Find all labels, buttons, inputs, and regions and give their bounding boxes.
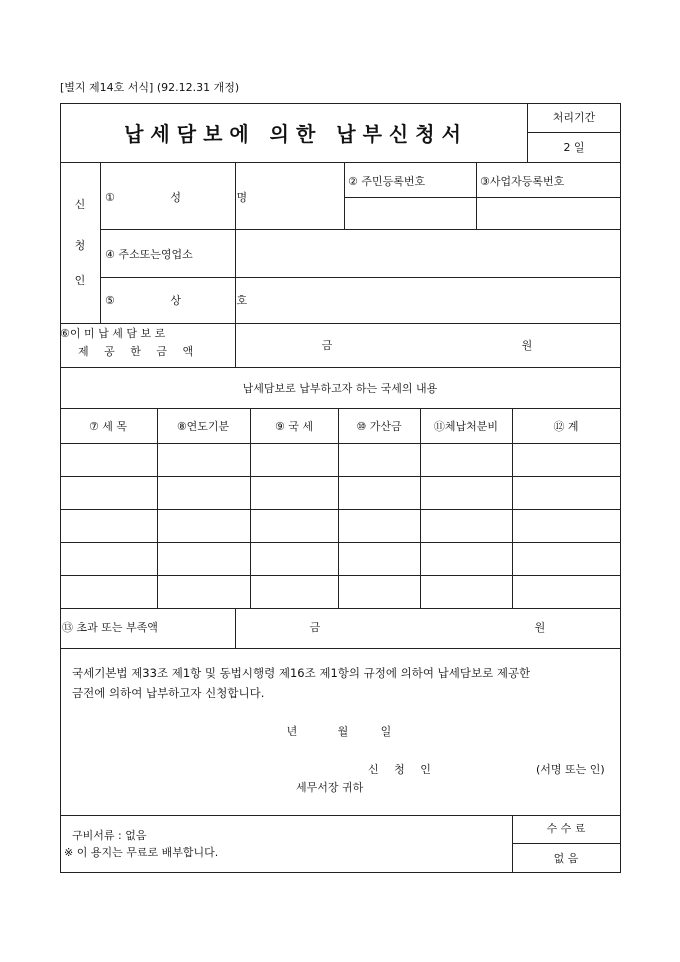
header-disposition-fee: ⑪체납처분비 — [433, 420, 499, 433]
tax-table-cell[interactable] — [513, 576, 620, 607]
tax-table-cell[interactable] — [61, 444, 157, 475]
tax-table-cell[interactable] — [421, 576, 512, 607]
tax-table-cell[interactable] — [61, 543, 157, 574]
business-number-field[interactable] — [477, 198, 619, 229]
divider — [235, 608, 236, 649]
tax-table-cell[interactable] — [61, 477, 157, 508]
form-title: 납세담보에 의한 납부신청서 — [124, 122, 468, 146]
applicant-sign-label: 신 청 인 — [368, 763, 437, 776]
date-month-label: 월 — [337, 725, 349, 738]
header-tax-item: ⑦ 세 목 — [88, 420, 128, 433]
tax-table-cell[interactable] — [158, 510, 250, 541]
applicant-side-label-3: 인 — [74, 274, 86, 287]
provided-amount-prefix: 금 — [321, 339, 333, 352]
divider — [60, 367, 621, 368]
tax-table-cell[interactable] — [421, 510, 512, 541]
tax-table-cell[interactable] — [251, 576, 338, 607]
applicant-side-label-2: 청 — [74, 239, 86, 252]
divider — [512, 815, 513, 873]
address-field[interactable] — [236, 230, 619, 276]
statement-line-2: 금전에 의하여 납부하고자 신청합니다. — [72, 686, 265, 700]
name-label: ① 성 명 — [105, 191, 274, 204]
provided-amount-label-1: ⑥이 미 납 세 담 보 로 — [60, 327, 166, 340]
trade-name-field[interactable] — [236, 278, 619, 322]
applicant-side-label-1: 신 — [74, 198, 86, 211]
divider — [60, 648, 621, 649]
header-year: ⑧연도기분 — [176, 420, 230, 433]
tax-table-cell[interactable] — [513, 444, 620, 475]
border-bottom — [60, 872, 621, 873]
tax-table-cell[interactable] — [339, 477, 420, 508]
trade-name-label: ⑤ 상 호 — [105, 294, 274, 307]
date-day-label: 일 — [380, 725, 392, 738]
divider — [60, 323, 621, 324]
tax-table-cell[interactable] — [251, 444, 338, 475]
tax-table-cell[interactable] — [513, 543, 620, 574]
signature-field[interactable]: (서명 또는 인) — [536, 763, 605, 776]
tax-table-cell[interactable] — [339, 543, 420, 574]
address-label: ④ 주소또는영업소 — [105, 248, 193, 261]
tax-table-cell[interactable] — [339, 510, 420, 541]
tax-table-cell[interactable] — [158, 543, 250, 574]
processing-period-label: 처리기간 — [552, 111, 596, 124]
divider — [60, 815, 621, 816]
free-form-notice: ※ 이 용지는 무료로 배부합니다. — [64, 846, 219, 859]
header-national-tax: ⑨ 국 세 — [274, 420, 314, 433]
tax-table-cell[interactable] — [513, 510, 620, 541]
tax-table-cell[interactable] — [251, 477, 338, 508]
tax-table-cell[interactable] — [61, 510, 157, 541]
tax-table-cell[interactable] — [61, 576, 157, 607]
required-documents: 구비서류 : 없음 — [72, 829, 147, 842]
tax-table-cell[interactable] — [421, 444, 512, 475]
tax-table-cell[interactable] — [513, 477, 620, 508]
name-field[interactable] — [236, 163, 343, 229]
tax-table-cell[interactable] — [421, 477, 512, 508]
header-total: ⑫ 계 — [553, 420, 579, 433]
tax-section-title: 납세담보로 납부하고자 하는 국세의 내용 — [242, 382, 438, 395]
divider — [527, 132, 620, 133]
provided-amount-label-2: 제 공 한 금 액 — [78, 345, 200, 358]
divider — [527, 103, 528, 163]
excess-amount-field[interactable] — [330, 611, 520, 646]
tax-table-cell[interactable] — [158, 444, 250, 475]
divider — [512, 843, 621, 844]
tax-table-cell[interactable] — [251, 543, 338, 574]
business-number-label: ③사업자등록번호 — [480, 175, 565, 188]
fee-label: 수 수 료 — [546, 822, 586, 835]
excess-amount-unit: 원 — [534, 621, 546, 634]
resident-number-label: ② 주민등록번호 — [348, 175, 426, 188]
resident-number-field[interactable] — [345, 198, 475, 229]
divider — [60, 408, 621, 409]
excess-label: ⑬ 초과 또는 부족액 — [62, 621, 158, 634]
addressee: 세무서장 귀하 — [296, 781, 364, 794]
tax-table-cell[interactable] — [339, 576, 420, 607]
tax-table-cell[interactable] — [421, 543, 512, 574]
date-year-label: 년 — [286, 725, 298, 738]
tax-table-cell[interactable] — [251, 510, 338, 541]
divider — [100, 162, 101, 324]
excess-amount-prefix: 금 — [309, 621, 321, 634]
border-right — [620, 103, 621, 873]
divider — [60, 608, 621, 609]
tax-table-cell[interactable] — [339, 444, 420, 475]
statement-line-1: 국세기본법 제33조 제1항 및 동법시행령 제16조 제1항의 규정에 의하여 납세담보로 제공한 — [72, 666, 531, 680]
provided-amount-field[interactable] — [340, 326, 520, 364]
form-header: [별지 제14호 서식] (92.12.31 개정) — [60, 81, 240, 94]
fee-value: 없 음 — [553, 852, 579, 865]
provided-amount-unit: 원 — [521, 339, 533, 352]
border-top — [60, 103, 621, 104]
processing-period-value: 2 일 — [563, 141, 585, 154]
header-additional-charge: ⑩ 가산금 — [356, 420, 402, 433]
tax-table-cell[interactable] — [158, 576, 250, 607]
tax-table-cell[interactable] — [158, 477, 250, 508]
